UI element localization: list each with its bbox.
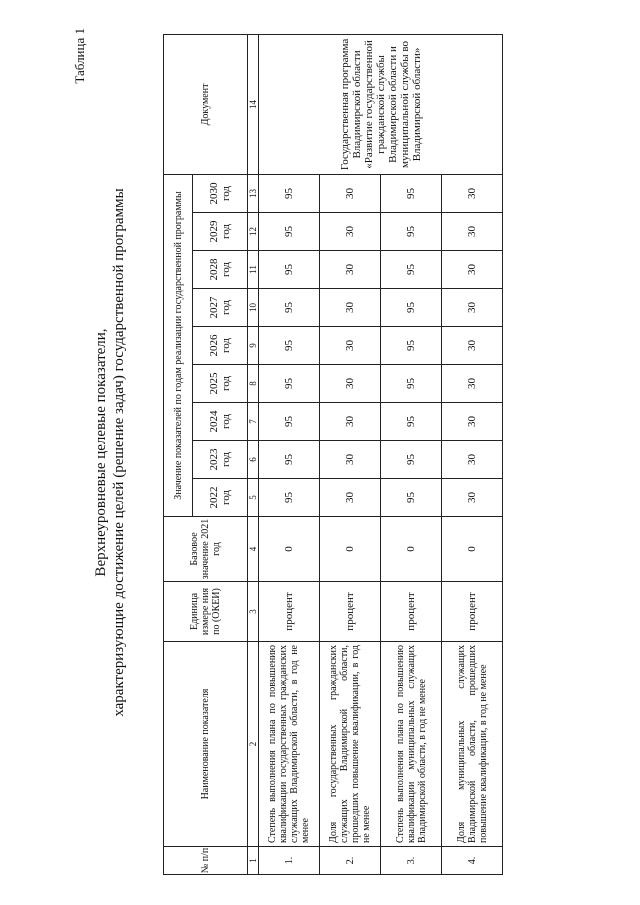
- column-number: 1: [248, 847, 259, 875]
- column-number: 6: [248, 441, 259, 479]
- column-number: 8: [248, 365, 259, 403]
- year-value: 95: [381, 441, 442, 479]
- year-value: 30: [442, 479, 503, 517]
- page-title-line1: Верхнеуровневые целевые показатели,: [93, 328, 109, 577]
- column-number: 10: [248, 289, 259, 327]
- year-value: 30: [320, 327, 381, 365]
- column-number: 5: [248, 479, 259, 517]
- year-value: 95: [381, 365, 442, 403]
- year-value: 30: [442, 441, 503, 479]
- row-num: 1.: [259, 847, 320, 875]
- year-value: 95: [259, 289, 320, 327]
- header-document: Документ: [164, 34, 248, 174]
- base-value: 0: [381, 517, 442, 582]
- header-years-group: Значение показателей по годам реализации государственной программы: [164, 174, 193, 516]
- column-number: 9: [248, 327, 259, 365]
- header-year: 2026 год: [193, 327, 248, 365]
- year-value: 30: [320, 213, 381, 251]
- year-value: 95: [381, 213, 442, 251]
- base-value: 0: [259, 517, 320, 582]
- column-numbers-row: [248, 34, 259, 874]
- year-value: 95: [259, 441, 320, 479]
- header-year: 2024 год: [193, 403, 248, 441]
- year-value: 95: [381, 174, 442, 212]
- indicator-name: Доля государственных гражданских служащих Владимирской области, прошедших повышение квалификации, в год не менее: [320, 642, 381, 847]
- year-value: 30: [320, 403, 381, 441]
- row-num: 2.: [320, 847, 381, 875]
- indicator-name: Степень выполнения плана по повышению квалификации государственных гражданских служащих Владимирской области, в год не менее: [259, 642, 320, 847]
- header-unit: Единица измере ния по (ОКЕИ): [164, 582, 248, 642]
- year-value: 95: [259, 327, 320, 365]
- year-value: 95: [259, 174, 320, 212]
- year-value: 30: [442, 174, 503, 212]
- indicator-name: Доля муниципальных служащих Владимирской области, прошедших повышение квалификации, в год не менее: [442, 642, 503, 847]
- year-value: 95: [381, 251, 442, 289]
- column-number: 14: [248, 34, 259, 174]
- base-value: 0: [442, 517, 503, 582]
- header-num: № п/п: [164, 847, 248, 875]
- year-value: 30: [320, 289, 381, 327]
- year-value: 30: [442, 213, 503, 251]
- header-base: Базовое значение 2021 год: [164, 517, 248, 582]
- year-value: 95: [259, 213, 320, 251]
- indicator-unit: процент: [381, 582, 442, 642]
- header-year: 2030 год: [193, 174, 248, 212]
- header-year: 2025 год: [193, 365, 248, 403]
- header-year: 2027 год: [193, 289, 248, 327]
- year-value: 95: [381, 403, 442, 441]
- indicator-unit: процент: [259, 582, 320, 642]
- year-value: 30: [442, 403, 503, 441]
- header-name: Наименование показателя: [164, 642, 248, 847]
- column-number: 13: [248, 174, 259, 212]
- year-value: 30: [320, 441, 381, 479]
- column-number: 3: [248, 582, 259, 642]
- header-year: 2029 год: [193, 213, 248, 251]
- row-num: 3.: [381, 847, 442, 875]
- year-value: 30: [320, 251, 381, 289]
- year-value: 30: [442, 365, 503, 403]
- column-number: 4: [248, 517, 259, 582]
- year-value: 30: [320, 479, 381, 517]
- year-value: 95: [259, 403, 320, 441]
- year-value: 95: [259, 251, 320, 289]
- indicator-unit: процент: [320, 582, 381, 642]
- header-year: 2023 год: [193, 441, 248, 479]
- year-value: 30: [320, 365, 381, 403]
- base-value: 0: [320, 517, 381, 582]
- year-value: 95: [259, 479, 320, 517]
- indicator-unit: процент: [442, 582, 503, 642]
- year-value: 95: [381, 327, 442, 365]
- year-value: 30: [442, 251, 503, 289]
- table-caption: Таблица 1: [72, 28, 87, 84]
- header-year: 2022 год: [193, 479, 248, 517]
- column-number: 12: [248, 213, 259, 251]
- document-cell: Государственная программа Владимирской области «Развитие государственной гражданской службы Владимирской области и муниципальной службы во Владимирской области»: [259, 34, 503, 174]
- row-num: 4.: [442, 847, 503, 875]
- header-year: 2028 год: [193, 251, 248, 289]
- indicators-table: [163, 34, 503, 875]
- column-number: 2: [248, 642, 259, 847]
- year-value: 30: [442, 289, 503, 327]
- year-value: 95: [381, 289, 442, 327]
- year-value: 30: [320, 174, 381, 212]
- column-number: 7: [248, 403, 259, 441]
- column-number: 11: [248, 251, 259, 289]
- year-value: 30: [442, 327, 503, 365]
- year-value: 95: [259, 365, 320, 403]
- indicator-name: Степень выполнения плана по повышению квалификации муниципальных служащих Владимирской области, в год не менее: [381, 642, 442, 847]
- table-row: [259, 34, 320, 874]
- page-title-line2: характеризующие достижение целей (решение задач) государственной программы: [111, 188, 127, 717]
- year-value: 95: [381, 479, 442, 517]
